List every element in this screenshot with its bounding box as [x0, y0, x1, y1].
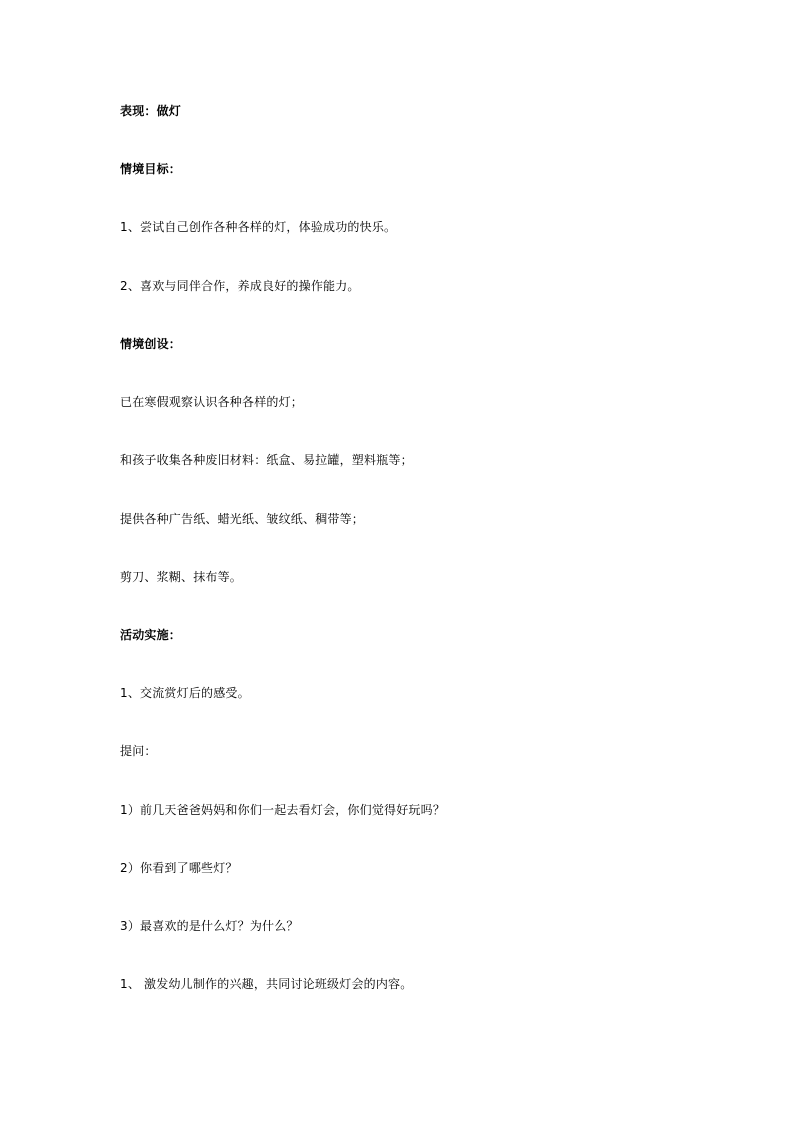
setup-item-2: 和孩子收集各种废旧材料：纸盒、易拉罐，塑料瓶等；: [120, 453, 413, 467]
goal-item-1: 1、尝试自己创作各种各样的灯，体验成功的快乐。: [120, 220, 397, 234]
setup-item-3: 提供各种广告纸、蜡光纸、皱纹纸、稠带等；: [120, 512, 365, 526]
goal-item-2: 2、喜欢与同伴合作，养成良好的操作能力。: [120, 279, 360, 293]
setup-item-4: 剪刀、浆糊、抹布等。: [120, 570, 243, 584]
activity-step-2: 1、 激发幼儿制作的兴趣，共同讨论班级灯会的内容。: [120, 977, 413, 991]
section-heading-goals: 情境目标：: [120, 162, 182, 176]
question-item-2: 2）你看到了哪些灯？: [120, 861, 238, 875]
questions-label: 提问：: [120, 744, 157, 758]
section-heading-setup: 情境创设：: [120, 337, 182, 351]
question-item-1: 1）前几天爸爸妈妈和你们一起去看灯会，你们觉得好玩吗？: [120, 803, 446, 817]
question-item-3: 3）最喜欢的是什么灯？为什么？: [120, 919, 299, 933]
activity-step-1: 1、交流赏灯后的感受。: [120, 686, 250, 700]
section-heading-activity: 活动实施：: [120, 628, 182, 642]
document-title: 表现：做灯: [120, 104, 182, 118]
setup-item-1: 已在寒假观察认识各种各样的灯；: [120, 395, 304, 409]
